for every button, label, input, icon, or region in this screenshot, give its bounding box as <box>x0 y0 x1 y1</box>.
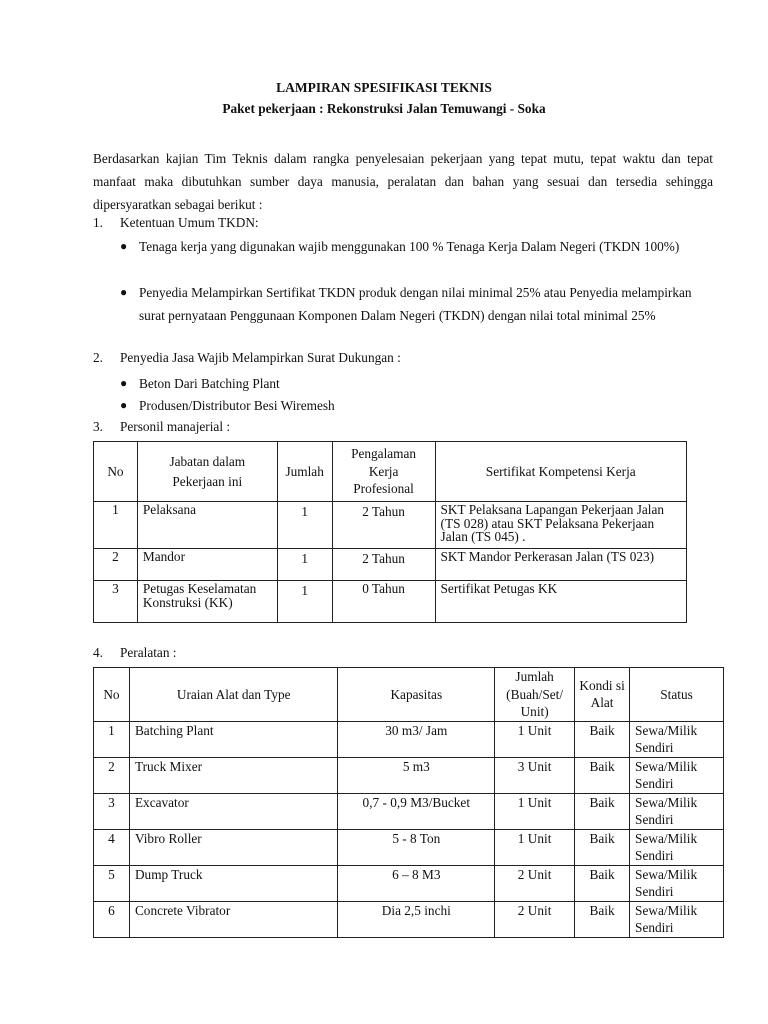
cell-jabatan: Pelaksana <box>137 502 277 549</box>
cell-jumlah: 2 Unit <box>495 901 575 937</box>
section-2-bullet-2: Produsen/Distributor Besi Wiremesh <box>139 398 335 413</box>
cell-kapasitas: 0,7 - 0,9 M3/Bucket <box>338 793 495 829</box>
bullet-icon: ● <box>120 376 128 390</box>
table-row <box>94 757 724 793</box>
cell-no: 2 <box>94 757 130 793</box>
cell-sertifikat: SKT Pelaksana Lapangan Pekerjaan Jalan (TS 028) atau SKT Pelaksana Pekerjaan Jalan (TS 045) . <box>435 502 686 549</box>
table-row <box>94 721 724 757</box>
equipment-table <box>93 667 724 938</box>
cell-kapasitas: 5 - 8 Ton <box>338 829 495 865</box>
cell-kondisi: Baik <box>575 865 630 901</box>
table-row <box>94 793 724 829</box>
header-sertifikat: Sertifikat Kompetensi Kerja <box>435 442 686 502</box>
section-1-heading: Ketentuan Umum TKDN: <box>120 215 259 230</box>
cell-uraian: Vibro Roller <box>129 829 338 865</box>
cell-no: 1 <box>94 502 138 549</box>
table-header-row <box>94 442 687 502</box>
cell-kondisi: Baik <box>575 721 630 757</box>
cell-uraian: Dump Truck <box>129 865 338 901</box>
header-jumlah: Jumlah <box>277 442 332 502</box>
section-1-bullet-1: Tenaga kerja yang digunakan wajib menggunakan 100 % Tenaga Kerja Dalam Negeri (TKDN 100%) <box>139 239 680 254</box>
cell-pengalaman: 2 Tahun <box>332 502 435 549</box>
section-2-number: 2. <box>93 350 103 365</box>
cell-jumlah: 3 Unit <box>495 757 575 793</box>
header-jabatan: Jabatan dalam Pekerjaan ini <box>137 442 277 502</box>
header-pengalaman: Pengalaman Kerja Profesional <box>332 442 435 502</box>
cell-uraian: Excavator <box>129 793 338 829</box>
section-4-number: 4. <box>93 645 103 660</box>
header-no: No <box>94 442 138 502</box>
table-row <box>94 865 724 901</box>
document-subtitle: Paket pekerjaan : Rekonstruksi Jalan Temuwangi - Soka <box>222 101 546 116</box>
section-3-number: 3. <box>93 419 103 434</box>
header-kondisi: Kondi si Alat <box>575 668 630 722</box>
section-1-number: 1. <box>93 215 103 230</box>
cell-jumlah: 1 <box>277 581 332 623</box>
header-no: No <box>94 668 130 722</box>
section-4-heading: Peralatan : <box>120 645 177 660</box>
cell-status: Sewa/Milik Sendiri <box>630 757 724 793</box>
table-row <box>94 829 724 865</box>
table-row <box>94 549 687 581</box>
table-row <box>94 901 724 937</box>
personnel-table <box>93 441 687 623</box>
cell-no: 6 <box>94 901 130 937</box>
cell-kondisi: Baik <box>575 793 630 829</box>
cell-status: Sewa/Milik Sendiri <box>630 721 724 757</box>
header-kapasitas: Kapasitas <box>338 668 495 722</box>
cell-uraian: Truck Mixer <box>129 757 338 793</box>
table-row <box>94 502 687 549</box>
section-2-bullet-1: Beton Dari Batching Plant <box>139 376 280 391</box>
header-uraian: Uraian Alat dan Type <box>129 668 338 722</box>
cell-sertifikat: Sertifikat Petugas KK <box>435 581 686 623</box>
header-status: Status <box>630 668 724 722</box>
cell-kapasitas: 6 – 8 M3 <box>338 865 495 901</box>
cell-jabatan: Petugas Keselamatan Konstruksi (KK) <box>137 581 277 623</box>
table-header-row <box>94 668 724 722</box>
cell-jumlah: 1 Unit <box>495 721 575 757</box>
cell-no: 4 <box>94 829 130 865</box>
section-2-heading: Penyedia Jasa Wajib Melampirkan Surat Dukungan : <box>120 350 401 365</box>
document-title: LAMPIRAN SPESIFIKASI TEKNIS <box>276 80 492 95</box>
cell-no: 2 <box>94 549 138 581</box>
cell-status: Sewa/Milik Sendiri <box>630 865 724 901</box>
cell-kondisi: Baik <box>575 901 630 937</box>
cell-sertifikat: SKT Mandor Perkerasan Jalan (TS 023) <box>435 549 686 581</box>
cell-jumlah: 1 <box>277 502 332 549</box>
cell-jabatan: Mandor <box>137 549 277 581</box>
cell-kondisi: Baik <box>575 829 630 865</box>
bullet-icon: ● <box>120 398 128 412</box>
bullet-icon: ● <box>120 285 128 299</box>
cell-kapasitas: Dia 2,5 inchi <box>338 901 495 937</box>
section-3-heading: Personil manajerial : <box>120 419 231 434</box>
cell-no: 3 <box>94 793 130 829</box>
cell-jumlah: 1 Unit <box>495 793 575 829</box>
cell-jumlah: 1 <box>277 549 332 581</box>
cell-no: 5 <box>94 865 130 901</box>
cell-kapasitas: 5 m3 <box>338 757 495 793</box>
cell-no: 3 <box>94 581 138 623</box>
table-row <box>94 581 687 623</box>
cell-pengalaman: 0 Tahun <box>332 581 435 623</box>
cell-status: Sewa/Milik Sendiri <box>630 793 724 829</box>
cell-pengalaman: 2 Tahun <box>332 549 435 581</box>
header-jumlah: Jumlah (Buah/Set/ Unit) <box>495 668 575 722</box>
section-1-bullet-2: Penyedia Melampirkan Sertifikat TKDN produk dengan nilai minimal 25% atau Penyedia melampirkan surat pernyataan Penggunaan Komponen Dalam Negeri (TKDN) dengan nilai total minimal 25% <box>139 285 692 323</box>
cell-kondisi: Baik <box>575 757 630 793</box>
cell-jumlah: 1 Unit <box>495 829 575 865</box>
cell-no: 1 <box>94 721 130 757</box>
cell-status: Sewa/Milik Sendiri <box>630 901 724 937</box>
cell-uraian: Concrete Vibrator <box>129 901 338 937</box>
bullet-icon: ● <box>120 239 128 253</box>
intro-paragraph: Berdasarkan kajian Tim Teknis dalam rangka penyelesaian pekerjaan yang tepat mutu, tepat waktu dan tepat manfaat maka dibutuhkan sumber daya manusia, peralatan dan bahan yang sesuai dan tersedia sehingga dipersyaratkan sebagai berikut : <box>93 151 713 212</box>
cell-kapasitas: 30 m3/ Jam <box>338 721 495 757</box>
cell-jumlah: 2 Unit <box>495 865 575 901</box>
cell-status: Sewa/Milik Sendiri <box>630 829 724 865</box>
cell-uraian: Batching Plant <box>129 721 338 757</box>
